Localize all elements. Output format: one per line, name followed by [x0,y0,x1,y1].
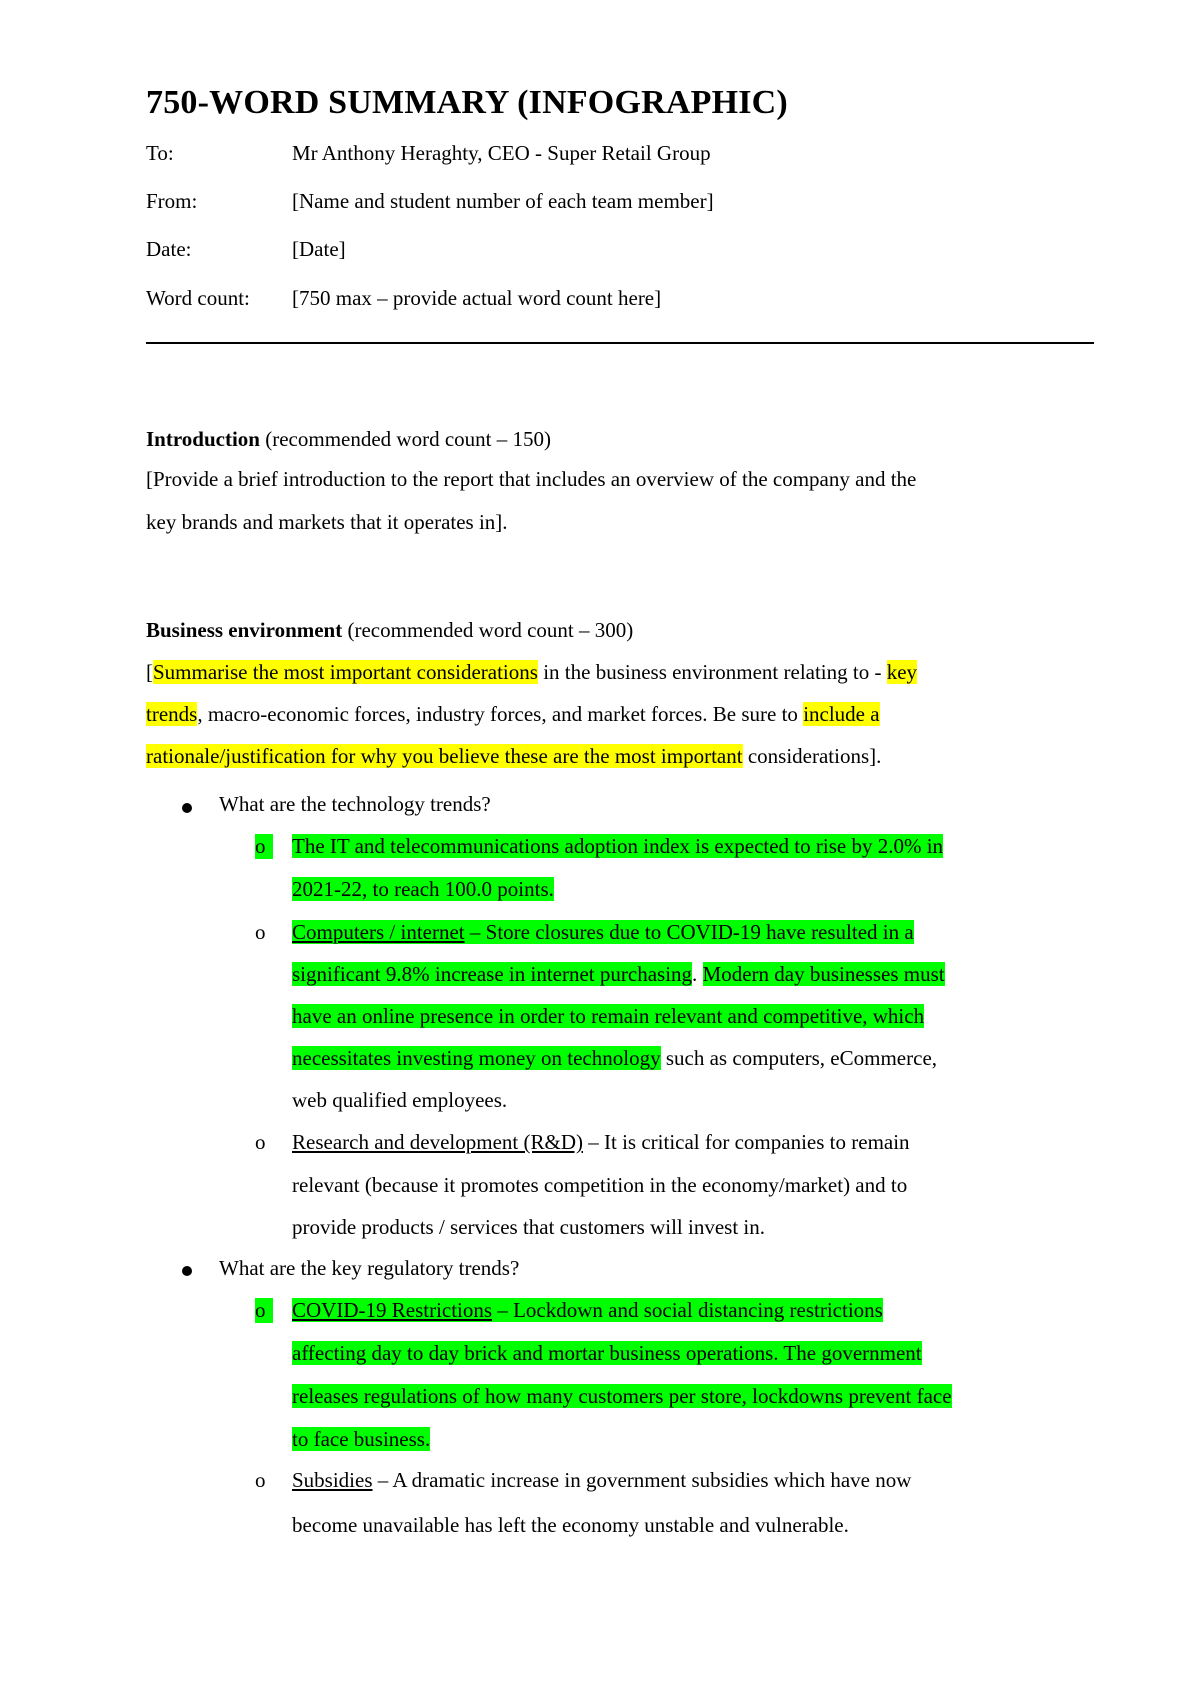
sub-bullet-line [292,1384,952,1409]
sub-bullet-line [292,962,945,987]
sub-bullet-line [292,1341,922,1366]
highlighted-text: – Store closures due to COVID-19 have resulted in a [464,920,914,944]
highlighted-text: rationale/justification for why you believe these are the most important [146,744,743,768]
sub-bullet-line [292,1130,910,1155]
term-text: Research and development (R&D) [292,1130,583,1154]
meta-value: Mr Anthony Heraghty, CEO - Super Retail Group [292,141,711,165]
intro-heading: Introduction [146,427,260,451]
header-divider [146,342,1094,344]
meta-value: [Date] [292,237,346,261]
highlighted-text: 2021-22, to reach 100.0 points. [292,877,554,901]
sub-bullet-marker: o [255,920,266,944]
highlighted-text: significant 9.8% increase in internet purchasing [292,962,693,986]
highlighted-text: Modern day businesses must [702,962,945,986]
document-title: 750-WORD SUMMARY (INFOGRAPHIC) [146,84,788,121]
highlighted-text: releases regulations of how many customers per store, lockdowns prevent face [292,1384,952,1408]
meta-value: [750 max – provide actual word count here] [292,286,662,310]
intro-heading-note: (recommended word count – 150) [259,427,551,451]
sub-bullet-line [292,1468,911,1493]
highlighted-text: – Lockdown and social distancing restrictions [492,1298,883,1322]
meta-label: Date: [146,237,192,261]
text-span: . [692,962,703,986]
sub-bullet-line [292,1046,937,1071]
intro-heading-line [146,427,551,452]
sub-bullet-line [292,1298,883,1323]
meta-from [146,189,714,214]
meta-date [146,237,346,262]
business-paragraph-line [146,660,917,685]
business-paragraph-line [146,744,881,769]
sub-bullet-line [292,834,943,859]
business-heading-line [146,618,633,643]
highlighted-text: affecting day to day brick and mortar business operations. The government [292,1341,922,1365]
intro-paragraph-line: key brands and markets that it operates in]. [146,510,508,534]
meta-value: [Name and student number of each team member] [292,189,714,213]
bullet-icon [182,803,192,813]
text-span: such as computers, eCommerce, [660,1046,938,1070]
text-span: – A dramatic increase in government subsidies which have now [372,1468,912,1492]
bullet-text: What are the technology trends? [219,792,491,816]
text-span: , macro-economic forces, industry forces, and market forces. Be sure to [197,702,804,726]
sub-bullet-marker: o [255,1130,266,1154]
highlighted-text: necessitates investing money on technology [292,1046,661,1070]
business-paragraph-line [146,702,880,727]
meta-label: To: [146,141,174,165]
highlighted-text: key [886,660,918,684]
sub-bullet-line [292,920,914,945]
text-span: [ [146,660,153,684]
text-span: in the business environment relating to - [537,660,887,684]
bullet-text: What are the key regulatory trends? [219,1256,520,1280]
highlighted-text: to face business. [292,1427,431,1451]
sub-bullet-line: web qualified employees. [292,1088,508,1112]
meta-label: Word count: [146,286,250,310]
meta-word-count [146,286,661,311]
highlighted-text: have an online presence in order to remain relevant and competitive, which [292,1004,925,1028]
sub-bullet-line: provide products / services that customers will invest in. [292,1215,765,1239]
bullet-icon [182,1266,192,1276]
sub-bullet-line [292,1427,430,1452]
term-text: Computers / internet [292,920,465,944]
business-heading-note: (recommended word count – 300) [342,618,634,642]
meta-to [146,141,711,166]
sub-bullet-marker: o [255,834,273,859]
highlighted-text: include a [803,702,880,726]
meta-label: From: [146,189,198,213]
term-text: COVID-19 Restrictions [292,1298,493,1322]
text-span: considerations]. [742,744,882,768]
business-heading: Business environment [146,618,343,642]
highlighted-text: Summarise the most important considerations [153,660,538,684]
sub-bullet-line: relevant (because it promotes competition in the economy/market) and to [292,1173,908,1197]
sub-bullet-line: become unavailable has left the economy unstable and vulnerable. [292,1513,849,1537]
highlighted-text: trends [146,702,198,726]
term-text: Subsidies [292,1468,373,1492]
intro-paragraph-line: [Provide a brief introduction to the report that includes an overview of the company and the [146,467,917,491]
sub-bullet-marker: o [255,1298,273,1323]
sub-bullet-marker: o [255,1468,266,1492]
sub-bullet-line [292,1004,924,1029]
text-span: – It is critical for companies to remain [583,1130,910,1154]
highlighted-text: The IT and telecommunications adoption index is expected to rise by 2.0% in [292,834,944,858]
sub-bullet-line [292,877,554,902]
